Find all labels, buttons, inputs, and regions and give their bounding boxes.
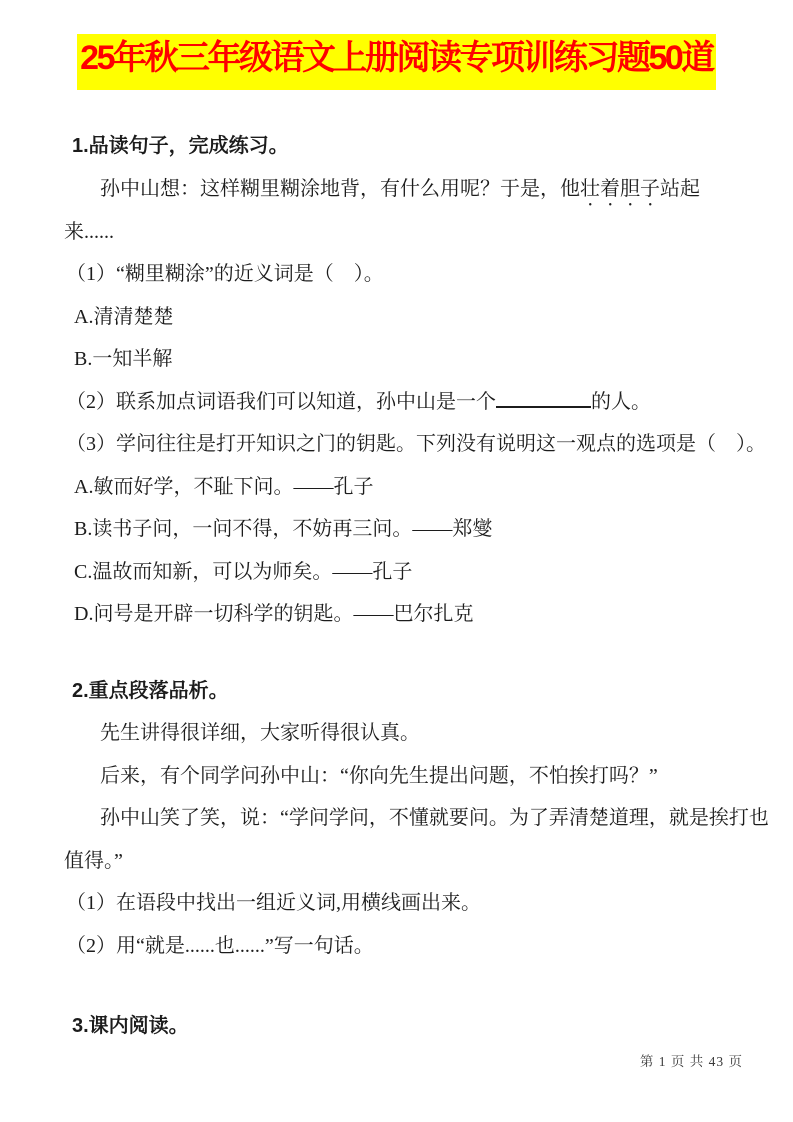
question-1-sub-2 xyxy=(66,381,729,424)
question-1-sub-3: （3）学问往往是打开知识之门的钥匙。下列没有说明这一观点的选项是（ ）。 xyxy=(66,433,766,455)
document-body xyxy=(0,125,793,1048)
sub-2-text-pre: （2）联系加点词语我们可以知道，孙中山是一个 xyxy=(66,390,496,413)
question-2-passage-line-3: 孙中山笑了笑，说：“学问学问，不懂就要问。为了弄清楚道理，就是挨打也 xyxy=(100,807,769,829)
document-title-row xyxy=(0,0,793,90)
question-3-heading: 3.课内阅读。 xyxy=(72,1015,189,1037)
passage-text-post: 站起 xyxy=(660,177,700,200)
question-2-sub-1: （1）在语段中找出一组近义词,用横线画出来。 xyxy=(66,892,481,914)
question-2-sub-2: （2）用“就是......也......”写一句话。 xyxy=(66,934,374,957)
question-1-sub-1-option-a: A.清清楚楚 xyxy=(74,305,174,328)
question-2-passage-line-1: 先生讲得很详细，大家听得很认真。 xyxy=(100,722,420,744)
question-1-passage-line-1 xyxy=(64,168,729,211)
question-2-passage-line-2: 后来，有个同学问孙中山：“你向先生提出问题，不怕挨打吗？” xyxy=(100,764,658,787)
question-1-sub-3-option-c: C.温故而知新，可以为师矣。——孔子 xyxy=(74,560,413,583)
question-1-sub-3-option-a: A.敏而好学，不耻下问。——孔子 xyxy=(74,475,374,498)
question-1-heading: 1.品读句子，完成练习。 xyxy=(72,135,289,157)
passage-emphasized-words: 壮着胆子 xyxy=(580,177,660,200)
question-1-sub-1: （1）“糊里糊涂”的近义词是（ ）。 xyxy=(66,263,384,285)
document-title: 25年秋三年级语文上册阅读专项训练习题50道 xyxy=(80,39,713,77)
title-highlight xyxy=(77,34,716,90)
question-1-sub-3-option-b: B.读书子问，一问不得，不妨再三问。——郑燮 xyxy=(74,518,493,540)
passage-text-pre: 孙中山想：这样糊里糊涂地背，有什么用呢？于是，他 xyxy=(100,177,580,200)
question-1-sub-1-option-b: B.一知半解 xyxy=(74,348,173,370)
question-2-passage-line-4: 值得。” xyxy=(64,849,123,872)
fill-in-blank-line xyxy=(496,386,591,408)
sub-2-text-post: 的人。 xyxy=(591,390,651,413)
question-1-sub-3-option-d: D.问号是开辟一切科学的钥匙。——巴尔扎克 xyxy=(74,603,474,625)
question-1-passage-line-2: 来...... xyxy=(64,220,114,243)
question-2-heading: 2.重点段落品析。 xyxy=(72,679,229,702)
page-number-footer: 第 1 页 共 43 页 xyxy=(639,1054,743,1069)
